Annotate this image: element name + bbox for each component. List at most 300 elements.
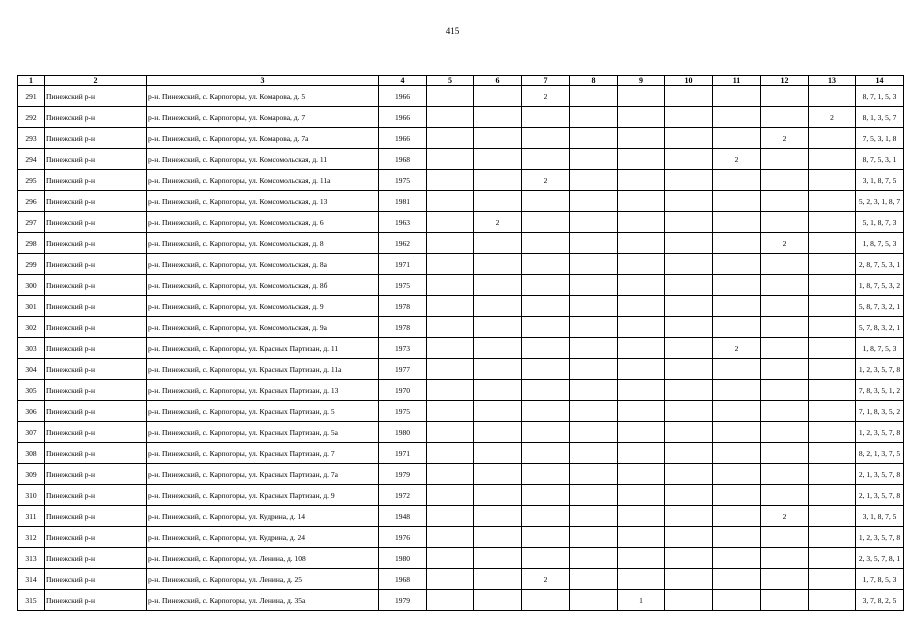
value-cell [474,317,522,338]
year-cell: 1971 [379,254,427,275]
value-cell [474,338,522,359]
district-cell: Пинежский р-н [45,548,147,569]
value-cell [761,170,809,191]
sequence-cell: 2, 3, 5, 7, 8, 1 [856,548,904,569]
value-cell [809,527,856,548]
value-cell [570,590,618,611]
value-cell [665,422,713,443]
value-cell [665,107,713,128]
value-cell [522,359,570,380]
district-cell: Пинежский р-н [45,296,147,317]
value-cell [474,422,522,443]
value-cell [522,296,570,317]
value-cell [570,422,618,443]
value-cell [809,191,856,212]
row-number: 309 [18,464,45,485]
row-number: 312 [18,527,45,548]
value-cell [618,443,665,464]
value-cell [474,590,522,611]
year-cell: 1948 [379,506,427,527]
value-cell [761,107,809,128]
value-cell [618,422,665,443]
sequence-cell: 1, 8, 7, 5, 3 [856,338,904,359]
value-cell [713,548,761,569]
page-number: 415 [445,26,460,36]
value-cell [570,506,618,527]
value-cell [522,149,570,170]
value-cell: 2 [522,86,570,107]
value-cell [474,380,522,401]
value-cell [713,254,761,275]
address-cell: р-н. Пинежский, с. Карпогоры, ул. Кудрина, д. 14 [147,506,379,527]
value-cell [809,464,856,485]
sequence-cell: 5, 7, 8, 3, 2, 1 [856,317,904,338]
row-number: 314 [18,569,45,590]
sequence-cell: 2, 1, 3, 5, 7, 8 [856,485,904,506]
table-row [18,527,904,548]
table-row [18,464,904,485]
sequence-cell: 3, 1, 8, 7, 5 [856,506,904,527]
sequence-cell: 5, 2, 3, 1, 8, 7 [856,191,904,212]
row-number: 308 [18,443,45,464]
value-cell [474,233,522,254]
column-header: 12 [761,76,809,86]
column-header: 5 [427,76,474,86]
value-cell [665,359,713,380]
value-cell [809,506,856,527]
value-cell [761,548,809,569]
district-cell: Пинежский р-н [45,443,147,464]
value-cell [427,443,474,464]
district-cell: Пинежский р-н [45,233,147,254]
value-cell [761,191,809,212]
value-cell [761,422,809,443]
value-cell [761,359,809,380]
year-cell: 1966 [379,86,427,107]
value-cell [809,128,856,149]
value-cell [570,128,618,149]
value-cell [427,401,474,422]
value-cell: 2 [474,212,522,233]
value-cell [427,506,474,527]
value-cell [761,464,809,485]
value-cell [474,191,522,212]
value-cell [809,380,856,401]
value-cell [618,233,665,254]
column-header: 6 [474,76,522,86]
address-cell: р-н. Пинежский, с. Карпогоры, ул. Ленина, д. 108 [147,548,379,569]
value-cell [427,128,474,149]
column-header: 13 [809,76,856,86]
address-cell: р-н. Пинежский, с. Карпогоры, ул. Комсомольская, д. 13 [147,191,379,212]
value-cell [665,401,713,422]
year-cell: 1980 [379,548,427,569]
value-cell [570,464,618,485]
value-cell [618,296,665,317]
row-number: 303 [18,338,45,359]
year-cell: 1979 [379,590,427,611]
value-cell [570,485,618,506]
value-cell [427,317,474,338]
district-cell: Пинежский р-н [45,422,147,443]
value-cell [665,464,713,485]
value-cell [809,149,856,170]
value-cell [522,401,570,422]
table-row [18,401,904,422]
value-cell [665,380,713,401]
value-cell [761,380,809,401]
value-cell [474,464,522,485]
value-cell [522,107,570,128]
address-cell: р-н. Пинежский, с. Карпогоры, ул. Комарова, д. 5 [147,86,379,107]
value-cell [618,506,665,527]
address-cell: р-н. Пинежский, с. Карпогоры, ул. Кудрина, д. 24 [147,527,379,548]
value-cell [427,254,474,275]
value-cell [427,422,474,443]
value-cell [522,443,570,464]
value-cell [665,443,713,464]
sequence-cell: 8, 1, 3, 5, 7 [856,107,904,128]
address-cell: р-н. Пинежский, с. Карпогоры, ул. Комсомольская, д. 11а [147,170,379,191]
row-number: 294 [18,149,45,170]
value-cell [665,485,713,506]
value-cell [618,254,665,275]
value-cell [618,569,665,590]
year-cell: 1970 [379,380,427,401]
value-cell [713,422,761,443]
district-cell: Пинежский р-н [45,86,147,107]
district-cell: Пинежский р-н [45,149,147,170]
value-cell [713,401,761,422]
value-cell [570,317,618,338]
year-cell: 1966 [379,107,427,128]
value-cell [474,485,522,506]
sequence-cell: 8, 2, 1, 3, 7, 5 [856,443,904,464]
address-cell: р-н. Пинежский, с. Карпогоры, ул. Комсомольская, д. 6 [147,212,379,233]
district-cell: Пинежский р-н [45,317,147,338]
value-cell [665,296,713,317]
value-cell [665,170,713,191]
value-cell [570,212,618,233]
address-cell: р-н. Пинежский, с. Карпогоры, ул. Ленина, д. 25 [147,569,379,590]
value-cell [522,191,570,212]
value-cell [809,569,856,590]
value-cell [761,338,809,359]
address-cell: р-н. Пинежский, с. Карпогоры, ул. Комсомольская, д. 9а [147,317,379,338]
table-row [18,338,904,359]
value-cell [570,254,618,275]
row-number: 298 [18,233,45,254]
value-cell [761,86,809,107]
value-cell [761,275,809,296]
column-header: 8 [570,76,618,86]
value-cell [570,380,618,401]
address-cell: р-н. Пинежский, с. Карпогоры, ул. Комсомольская, д. 9 [147,296,379,317]
sequence-cell: 7, 8, 3, 5, 1, 2 [856,380,904,401]
district-cell: Пинежский р-н [45,359,147,380]
sequence-cell: 2, 1, 3, 5, 7, 8 [856,464,904,485]
value-cell [809,443,856,464]
column-header: 10 [665,76,713,86]
district-cell: Пинежский р-н [45,485,147,506]
value-cell [809,170,856,191]
year-cell: 1981 [379,191,427,212]
row-number: 295 [18,170,45,191]
value-cell [618,485,665,506]
district-cell: Пинежский р-н [45,254,147,275]
value-cell [522,254,570,275]
value-cell [474,149,522,170]
table-row [18,548,904,569]
row-number: 296 [18,191,45,212]
year-cell: 1968 [379,149,427,170]
value-cell [665,590,713,611]
sequence-cell: 1, 8, 7, 5, 3 [856,233,904,254]
value-cell [665,149,713,170]
value-cell [618,548,665,569]
column-header: 14 [856,76,904,86]
value-cell [522,527,570,548]
value-cell: 2 [761,233,809,254]
table-row [18,191,904,212]
value-cell: 1 [618,590,665,611]
value-cell [570,527,618,548]
value-cell: 2 [761,128,809,149]
value-cell [618,107,665,128]
value-cell [761,590,809,611]
district-cell: Пинежский р-н [45,170,147,191]
value-cell [522,317,570,338]
table-row [18,380,904,401]
row-number: 293 [18,128,45,149]
district-cell: Пинежский р-н [45,590,147,611]
value-cell [665,275,713,296]
value-cell [570,296,618,317]
value-cell [522,506,570,527]
value-cell [761,527,809,548]
value-cell [809,254,856,275]
value-cell [665,128,713,149]
table-row [18,569,904,590]
district-cell: Пинежский р-н [45,191,147,212]
value-cell [761,149,809,170]
sequence-cell: 7, 1, 8, 3, 5, 2 [856,401,904,422]
column-header: 4 [379,76,427,86]
value-cell [713,296,761,317]
value-cell [761,317,809,338]
value-cell [665,548,713,569]
row-number: 297 [18,212,45,233]
district-cell: Пинежский р-н [45,506,147,527]
value-cell: 2 [713,149,761,170]
value-cell [665,569,713,590]
value-cell [809,86,856,107]
value-cell [618,275,665,296]
value-cell [618,527,665,548]
address-cell: р-н. Пинежский, с. Карпогоры, ул. Красных Партизан, д. 7 [147,443,379,464]
sequence-cell: 2, 8, 7, 5, 3, 1 [856,254,904,275]
value-cell [618,170,665,191]
table-row [18,128,904,149]
value-cell [522,548,570,569]
value-cell [809,338,856,359]
district-cell: Пинежский р-н [45,569,147,590]
address-cell: р-н. Пинежский, с. Карпогоры, ул. Комарова, д. 7а [147,128,379,149]
value-cell [522,338,570,359]
table-row [18,86,904,107]
value-cell [427,275,474,296]
sequence-cell: 8, 7, 1, 5, 3 [856,86,904,107]
value-cell [665,527,713,548]
address-cell: р-н. Пинежский, с. Карпогоры, ул. Красных Партизан, д. 11 [147,338,379,359]
district-cell: Пинежский р-н [45,464,147,485]
value-cell [618,86,665,107]
value-cell [618,380,665,401]
table-row [18,506,904,527]
sequence-cell: 3, 7, 8, 2, 5 [856,590,904,611]
value-cell [713,443,761,464]
value-cell [618,212,665,233]
column-header: 11 [713,76,761,86]
sequence-cell: 7, 5, 3, 1, 8 [856,128,904,149]
value-cell [618,149,665,170]
sequence-cell: 3, 1, 8, 7, 5 [856,170,904,191]
address-cell: р-н. Пинежский, с. Карпогоры, ул. Красных Партизан, д. 5 [147,401,379,422]
value-cell [427,485,474,506]
value-cell [427,233,474,254]
value-cell: 2 [713,338,761,359]
value-cell [570,191,618,212]
value-cell [809,359,856,380]
year-cell: 1975 [379,275,427,296]
row-number: 291 [18,86,45,107]
value-cell [427,380,474,401]
value-cell [665,191,713,212]
value-cell [474,254,522,275]
value-cell [474,506,522,527]
value-cell [474,401,522,422]
value-cell [427,191,474,212]
value-cell [809,401,856,422]
row-number: 305 [18,380,45,401]
value-cell: 2 [761,506,809,527]
table-row [18,485,904,506]
value-cell [665,254,713,275]
address-cell: р-н. Пинежский, с. Карпогоры, ул. Красных Партизан, д. 11а [147,359,379,380]
value-cell: 2 [522,170,570,191]
value-cell: 2 [522,569,570,590]
value-cell [522,464,570,485]
sequence-cell: 1, 2, 3, 5, 7, 8 [856,422,904,443]
row-number: 299 [18,254,45,275]
sequence-cell: 1, 7, 8, 5, 3 [856,569,904,590]
register-table [17,75,904,611]
value-cell [713,527,761,548]
value-cell [474,296,522,317]
year-cell: 1971 [379,443,427,464]
year-cell: 1968 [379,569,427,590]
value-cell [618,401,665,422]
value-cell [809,275,856,296]
value-cell [570,233,618,254]
address-cell: р-н. Пинежский, с. Карпогоры, ул. Красных Партизан, д. 7а [147,464,379,485]
district-cell: Пинежский р-н [45,380,147,401]
district-cell: Пинежский р-н [45,527,147,548]
value-cell [427,464,474,485]
value-cell [474,275,522,296]
table-row [18,317,904,338]
value-cell [427,170,474,191]
value-cell [570,86,618,107]
year-cell: 1972 [379,485,427,506]
sequence-cell: 5, 8, 7, 3, 2, 1 [856,296,904,317]
value-cell [427,359,474,380]
value-cell [522,212,570,233]
value-cell [665,338,713,359]
value-cell [618,191,665,212]
value-cell [427,296,474,317]
sequence-cell: 5, 1, 8, 7, 3 [856,212,904,233]
value-cell [713,464,761,485]
row-number: 315 [18,590,45,611]
value-cell [427,527,474,548]
value-cell [427,338,474,359]
year-cell: 1977 [379,359,427,380]
value-cell [570,338,618,359]
district-cell: Пинежский р-н [45,212,147,233]
value-cell [427,107,474,128]
column-header: 3 [147,76,379,86]
value-cell [713,569,761,590]
row-number: 292 [18,107,45,128]
row-number: 307 [18,422,45,443]
value-cell [570,149,618,170]
row-number: 310 [18,485,45,506]
year-cell: 1975 [379,401,427,422]
year-cell: 1980 [379,422,427,443]
value-cell [809,422,856,443]
value-cell [618,128,665,149]
value-cell: 2 [809,107,856,128]
table-row [18,107,904,128]
value-cell [761,569,809,590]
value-cell [474,128,522,149]
address-cell: р-н. Пинежский, с. Карпогоры, ул. Комсомольская, д. 8 [147,233,379,254]
row-number: 300 [18,275,45,296]
table-row [18,590,904,611]
district-cell: Пинежский р-н [45,275,147,296]
value-cell [713,275,761,296]
district-cell: Пинежский р-н [45,107,147,128]
value-cell [427,569,474,590]
value-cell [809,548,856,569]
value-cell [761,485,809,506]
value-cell [761,401,809,422]
year-cell: 1963 [379,212,427,233]
value-cell [522,380,570,401]
value-cell [522,422,570,443]
value-cell [713,380,761,401]
value-cell [427,590,474,611]
value-cell [665,86,713,107]
value-cell [427,149,474,170]
table-row [18,443,904,464]
value-cell [713,86,761,107]
value-cell [522,233,570,254]
value-cell [618,317,665,338]
year-cell: 1975 [379,170,427,191]
sequence-cell: 8, 7, 5, 3, 1 [856,149,904,170]
